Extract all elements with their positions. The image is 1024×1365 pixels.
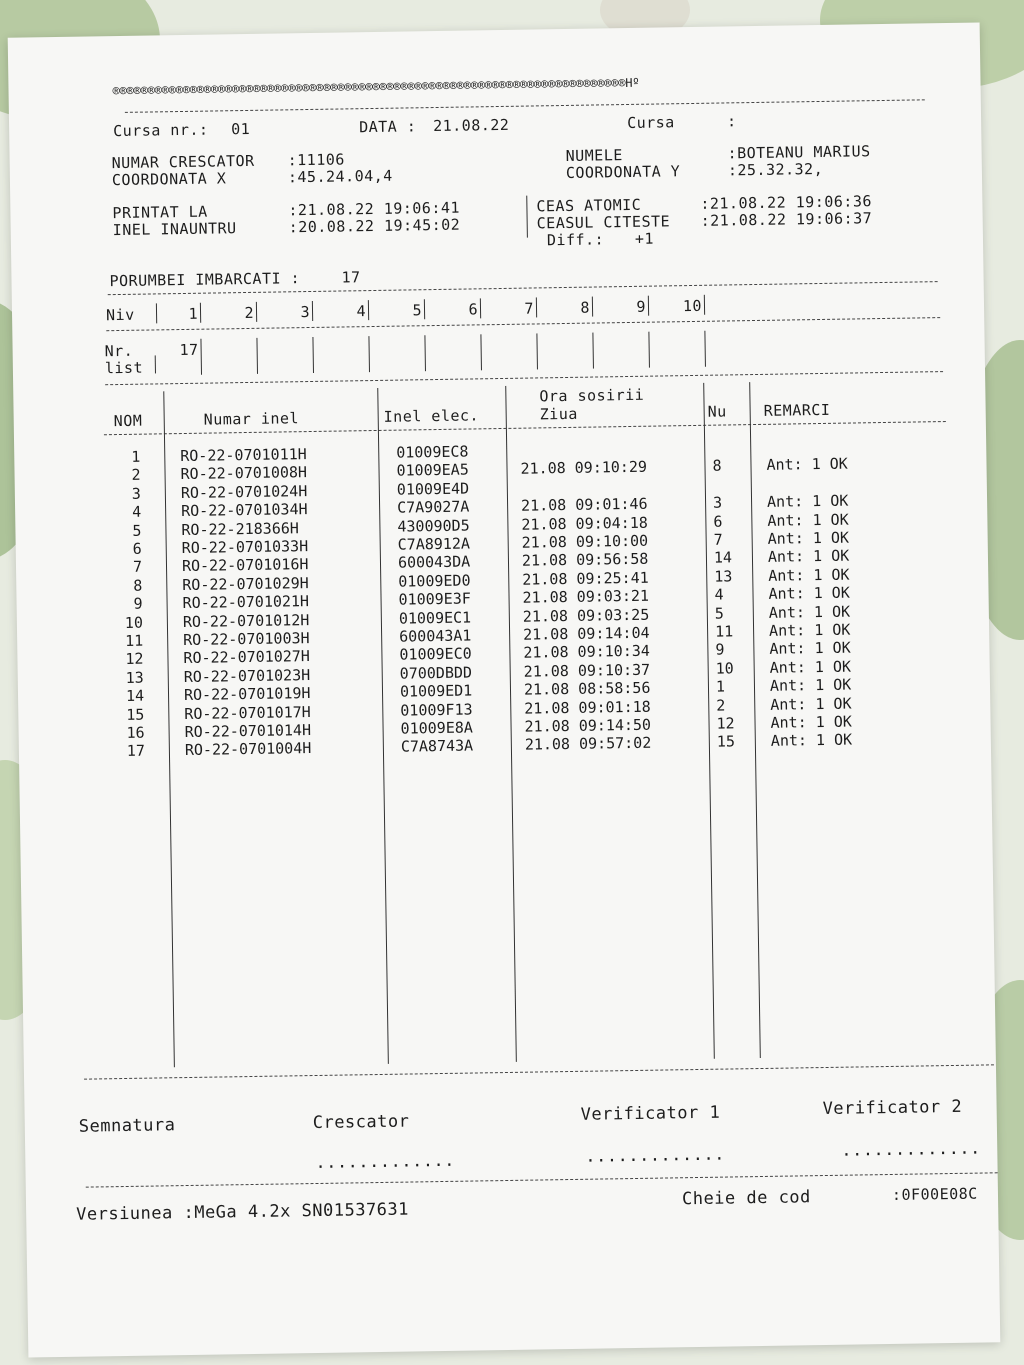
row-nu: 6 [713,512,723,531]
list-col-line [480,334,482,370]
row-remarks: Ant: 1 OK [769,657,852,677]
divider [84,1064,994,1079]
row-remarks: Ant: 1 OK [768,620,851,640]
row-nu: 14 [713,548,733,568]
row-remarks: Ant: 1 OK [770,712,852,732]
row-nom: 4 [131,502,142,522]
ceas-atomic-value: :21.08.22 19:06:36 [700,192,873,213]
row-elec-ring: 01009ED0 [398,571,471,591]
list-col-line [424,335,426,371]
row-arrival: 21.08 09:03:25 [522,605,650,626]
col-inel-header: Numar inel [203,409,300,429]
verificator-1-label: Verificator 1 [580,1102,721,1125]
row-nu: 5 [714,604,724,623]
row-ring: RO-22-0701008H [180,463,308,484]
niv-col-9: 9 [636,297,647,316]
niv-col-line [536,297,537,317]
row-nu: 8 [712,456,722,476]
row-remarks: Ant: 1 OK [769,675,852,696]
porumbei-value: 17 [341,268,361,287]
row-nu: 15 [716,732,736,752]
row-remarks: Ant: 1 OK [770,694,852,714]
ceasul-citeste-label: CEASUL CITESTE [536,212,671,233]
cheie-value: :0F00E08C [891,1184,978,1204]
col-ziua-header: Ziua [539,404,578,424]
niv-col-line [368,300,369,320]
row-nom: 9 [133,594,143,613]
data-value: 21.08.22 [432,115,510,136]
row-ring: RO-22-0701004H [184,739,312,760]
row-nom: 13 [125,668,144,687]
inel-inauntru-value: :20.08.22 19:45:02 [288,215,461,237]
row-remarks: Ant: 1 OK [766,491,849,512]
race-report-sheet [8,22,1001,1357]
niv-col-6: 6 [468,300,479,319]
row-remarks: Ant: 1 OK [770,730,853,751]
divider [86,1172,998,1187]
cursa-sep: : [726,112,737,131]
row-arrival: 21.08 09:03:21 [522,586,650,607]
row-elec-ring: 01009E8A [400,718,473,738]
verificator-2-dots: ............. [841,1138,981,1161]
list-col-line [155,355,156,373]
row-nom: 5 [132,521,142,540]
row-nom: 7 [132,558,143,577]
row-elec-ring: C7A8743A [400,736,474,757]
list-col-line [704,331,706,367]
list-col-line [592,333,594,369]
cursa-label: Cursa [626,113,675,132]
niv-col-4: 4 [356,302,367,321]
niv-col-line [648,296,649,316]
niv-col-2: 2 [244,303,255,323]
row-remarks: Ant: 1 OK [767,510,849,530]
versiunea: Versiunea :MeGa 4.2x SN01537631 [76,1199,410,1225]
numele-value: :BOTEANU MARIUS [727,142,871,163]
row-elec-ring: 01009ED1 [399,681,473,701]
ceas-atomic-label: CEAS ATOMIC [536,195,642,216]
row-nu: 10 [715,659,734,678]
row-arrival: 21.08 08:58:56 [523,678,651,699]
col-elec-header: Inel elec. [383,406,480,426]
list-col-line [200,339,202,375]
row-arrival: 21.08 09:01:46 [520,494,648,515]
row-nom: 2 [131,466,141,485]
col-ora-header: Ora sosirii [539,385,645,406]
row-ring: RO-22-0701017H [184,702,311,723]
diff-value: +1 [634,229,655,248]
nr-list-label-1: Nr. [104,341,134,361]
row-remarks: Ant: 1 OK [768,565,850,585]
diff-label: Diff.: [546,230,605,250]
row-arrival: 21.08 09:04:18 [521,513,648,534]
header-separator [526,196,528,238]
row-nom: 3 [131,484,142,503]
row-arrival: 21.08 09:57:02 [524,734,652,755]
row-ring: RO-22-0701014H [184,721,312,742]
divider [125,99,925,113]
row-arrival: 21.08 09:14:04 [522,623,650,644]
col-line [749,382,761,1058]
niv-col-line [480,298,481,318]
row-nu: 2 [716,696,726,715]
row-ring: RO-22-0701034H [181,500,308,521]
row-nu: 4 [714,585,724,604]
row-arrival: 21.08 09:10:00 [521,531,649,552]
col-remarci-header: REMARCI [763,400,831,420]
row-ring: RO-22-0701012H [182,610,310,631]
divider [105,371,943,385]
row-nom: 6 [132,539,142,558]
niv-col-line [592,297,593,317]
row-nom: 10 [124,613,144,632]
row-ring: RO-22-218366H [181,518,299,539]
row-nu: 3 [712,493,723,512]
porumbei-label: PORUMBEI IMBARCATI : [109,269,301,291]
row-ring: RO-22-0701027H [183,647,311,668]
verificator-1-dots: ............. [585,1144,726,1167]
semnatura-label: Semnatura [78,1115,176,1137]
row-elec-ring: 01009EC8 [396,442,469,462]
list-col-line [536,333,538,369]
niv-col-7: 7 [524,299,535,318]
crescator-dots: ............. [315,1150,456,1174]
row-ring: RO-22-0701021H [182,592,310,613]
row-remarks: Ant: 1 OK [767,528,850,548]
data-label: DATA : [359,117,417,137]
row-nom: 11 [124,631,144,650]
row-remarks: Ant: 1 OK [766,454,848,475]
row-ring: RO-22-0701029H [182,573,309,594]
row-ring: RO-22-0701024H [180,481,308,502]
row-nom: 1 [131,447,141,466]
row-elec-ring: 01009E3F [398,589,471,609]
row-nom: 8 [133,576,143,595]
row-arrival: 21.08 09:25:41 [522,568,649,589]
row-nom: 17 [126,742,146,761]
crescator-label: NUMAR CRESCATOR [111,151,255,173]
niv-col-line [312,301,313,321]
row-ring: RO-22-0701011H [180,445,307,466]
coord-x-label: COORDONATA X [111,169,227,190]
row-ring: RO-22-0701033H [181,537,309,558]
col-nu-header: Nu [707,402,727,421]
row-elec-ring: 01009EA5 [396,460,469,481]
row-elec-ring: 01009EC1 [398,608,472,628]
row-arrival: 21.08 09:56:58 [521,550,649,571]
row-remarks: Ant: 1 OK [768,602,851,622]
nr-list-label-2: list [104,358,144,378]
verificator-2-label: Verificator 2 [822,1096,963,1120]
ceasul-citeste-value: :21.08.22 19:06:37 [700,209,873,230]
niv-col-line [424,299,425,319]
row-nu: 12 [716,714,735,733]
row-arrival: 21.08 09:10:29 [520,458,648,479]
niv-col-3: 3 [300,303,311,322]
niv-label: Niv [105,305,135,325]
row-elec-ring: 01009EC0 [399,644,472,665]
row-nu: 9 [715,640,725,660]
niv-col-8: 8 [580,298,591,317]
row-elec-ring: 430090D5 [397,516,470,536]
row-elec-ring: 600043A1 [399,626,472,646]
row-nom: 12 [125,650,144,669]
list-col-line [256,338,258,374]
list-col-line [312,337,314,373]
row-arrival: 21.08 09:01:18 [524,697,651,718]
cursa-nr-label: Cursa nr.: [113,120,209,141]
row-nom: 15 [126,705,145,724]
coord-x-value: :45.24.04,4 [287,166,393,187]
row-ring: RO-22-0701003H [183,629,310,650]
inel-inauntru-label: INEL INAUNTRU [112,219,237,240]
niv-col-line [200,303,201,323]
niv-col-line [256,302,257,322]
coord-y-value: :25.32.32, [727,159,824,180]
coord-y-label: COORDONATA Y [565,162,681,182]
row-nu: 1 [715,677,726,696]
banner-line: ®®®®®®®®®®®®®®®®®®®®®®®®®®®®®®®®®®®®®®®®®®®®®®®®®®®®®®®®®®®®®®®®®®®®®®®®®Hº [112,75,640,99]
col-line [505,386,517,1062]
numele-label: NUMELE [565,146,623,165]
printat-label: PRINTAT LA [112,202,208,223]
row-elec-ring: 600043DA [397,552,471,573]
niv-col-line [156,303,157,323]
row-ring: RO-22-0701019H [183,684,311,705]
niv-col-line [704,295,705,315]
row-elec-ring: 0700DBDD [399,663,473,683]
col-line [377,388,389,1064]
printat-value: :21.08.22 19:06:41 [288,198,461,220]
row-nu: 7 [713,530,723,549]
cursa-nr: 01 [231,119,251,139]
row-elec-ring: C7A8912A [397,534,471,554]
row-nom: 14 [125,686,145,706]
list-value-1: 17 [179,340,199,360]
col-nom-header: NOM [113,411,143,431]
crescator-signature-label: Crescator [312,1111,410,1134]
row-elec-ring: 01009F13 [400,700,473,720]
row-ring: RO-22-0701016H [181,555,309,576]
cheie-label: Cheie de cod [681,1187,811,1210]
row-remarks: Ant: 1 OK [769,638,851,659]
niv-col-1: 1 [188,304,199,323]
niv-col-10: 10 [682,296,703,316]
row-arrival: 21.08 09:10:34 [523,642,650,663]
row-nu: 13 [714,567,733,586]
row-ring: RO-22-0701023H [183,665,311,686]
list-col-line [648,332,650,368]
niv-col-5: 5 [412,301,423,320]
row-nom: 16 [126,723,145,742]
row-nu: 11 [714,622,734,641]
row-arrival: 21.08 09:10:37 [523,660,651,681]
crescator-value: :11106 [287,150,345,170]
row-remarks: Ant: 1 OK [767,546,850,567]
row-remarks: Ant: 1 OK [768,583,850,604]
col-line [703,383,715,1059]
row-arrival: 21.08 09:14:50 [524,715,652,736]
row-elec-ring: C7A9027A [396,497,470,517]
col-line [163,391,175,1067]
row-elec-ring: 01009E4D [396,479,470,499]
list-col-line [368,336,370,372]
